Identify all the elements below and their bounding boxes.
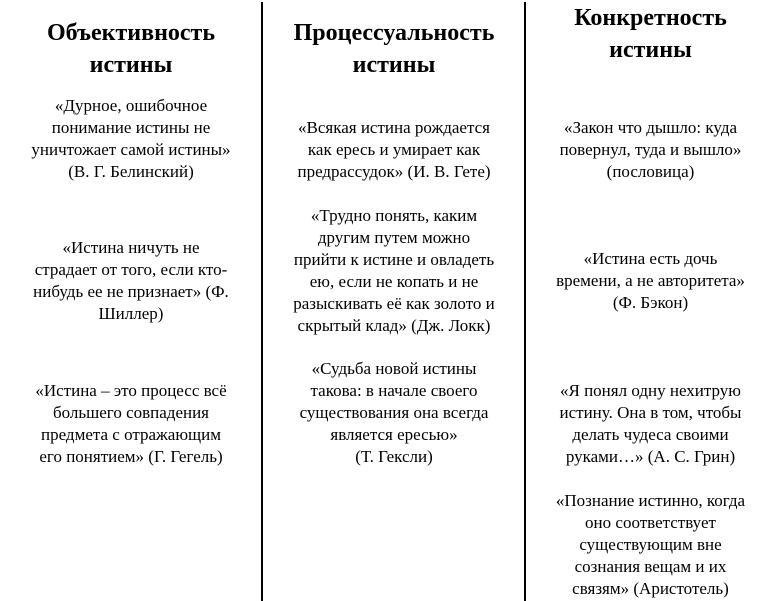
- quote-schiller: «Истина ничуть не страдает от того, если кто- нибудь ее не признает» (Ф. Шиллер): [33, 238, 229, 323]
- quote-bacon: «Истина есть дочь времени, а не авторитета» (Ф. Бэкон): [556, 249, 745, 312]
- quote-proverb: «Закон что дышло: куда повернул, туда и вышло» (пословица): [559, 118, 742, 181]
- column-heading: Конкретность истины: [574, 5, 727, 63]
- quote-locke: «Трудно понять, каким другим путем можно прийти к истине и овладеть ею, если не копать и не разыскивать её как золото и скрытый клад» (Дж. Локк): [293, 206, 495, 335]
- quote-aristotle: «Познание истинно, когда оно соответствует существующим вне сознания вещам и их связям» (Аристотель): [555, 491, 746, 598]
- quote-belinsky: «Дурное, ошибочное понимание истины не уничтожает самой истины» (В. Г. Белинский): [31, 96, 231, 181]
- quote-huxley: «Судьба новой истины такова: в начале своего существования она всегда является ересью» (Т. Гексли): [299, 359, 489, 466]
- quote-grin: «Я понял одну нехитрую истину. Она в том, чтобы делать чудеса своими руками…» (А. С. Грин): [559, 381, 742, 466]
- column-heading: Процессуальность истины: [293, 20, 495, 78]
- quote-goethe: «Всякая истина рождается как ересь и умирает как предрассудок» (И. В. Гете): [297, 118, 491, 181]
- column-heading: Объективность истины: [46, 20, 216, 78]
- quote-hegel: «Истина – это процесс всё большего совпадения предмета с отражающим его понятием» (Г. Гегель): [35, 381, 227, 466]
